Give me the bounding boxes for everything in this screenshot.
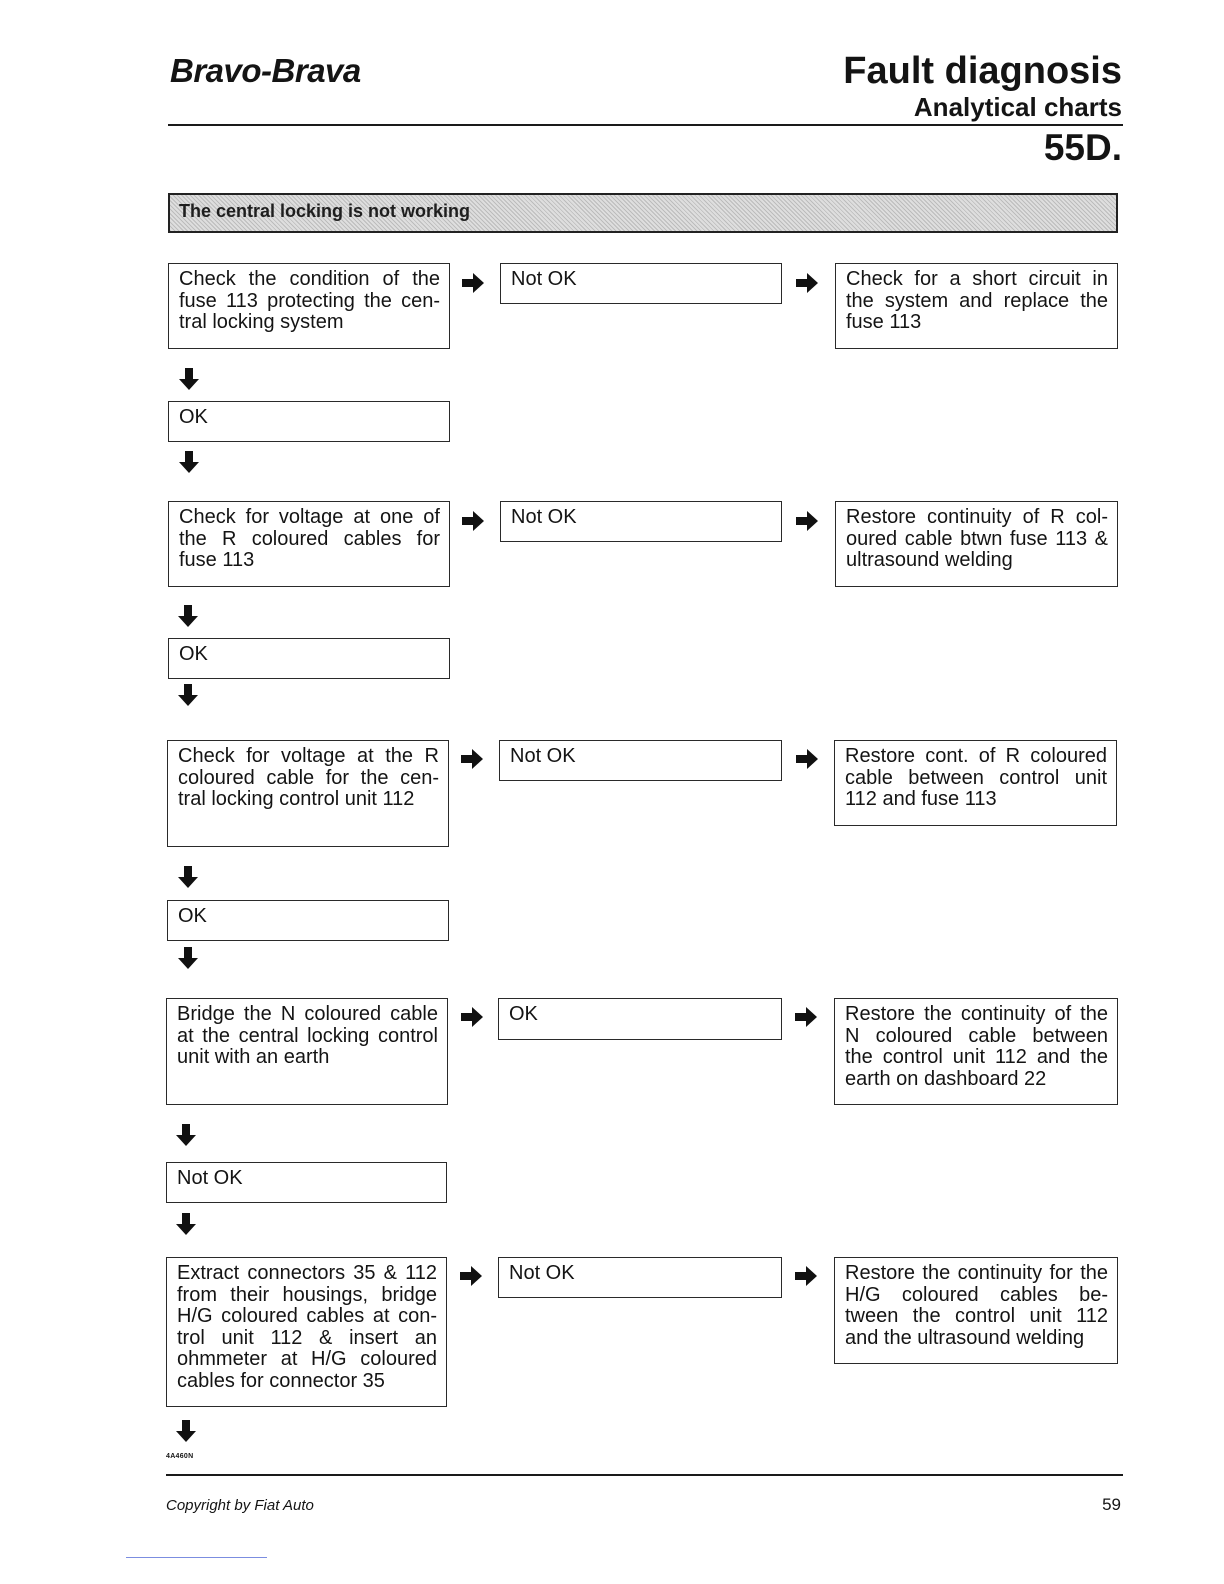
arrow-right-icon xyxy=(796,273,818,293)
continue-box: OK xyxy=(168,638,450,679)
continue-box: OK xyxy=(168,401,450,442)
action-box: Restore the continuity for the H/G coloured cables be-tween the control unit 112 and the ultrasound welding xyxy=(834,1257,1118,1364)
arrow-right-icon xyxy=(796,749,818,769)
check-box: Check for voltage at the R coloured cable for the cen-tral locking control unit 112 xyxy=(167,740,449,847)
check-box: Bridge the N coloured cable at the central locking control unit with an earth xyxy=(166,998,448,1105)
action-box: Restore cont. of R coloured cable between control unit 112 and fuse 113 xyxy=(834,740,1117,826)
header-rule xyxy=(168,124,1123,126)
arrow-right-icon xyxy=(795,1007,817,1027)
arrow-down-icon xyxy=(176,1213,196,1235)
result-box: Not OK xyxy=(500,263,782,304)
arrow-down-icon xyxy=(176,1124,196,1146)
footer-rule xyxy=(166,1474,1123,1476)
page-number: 59 xyxy=(1102,1495,1121,1514)
page-subtitle: Analytical charts xyxy=(913,92,1122,122)
arrow-down-icon xyxy=(179,451,199,473)
arrow-right-icon xyxy=(461,749,483,769)
continue-box: OK xyxy=(167,900,449,941)
result-box: Not OK xyxy=(498,1257,782,1298)
action-box: Check for a short circuit in the system and replace the fuse 113 xyxy=(835,263,1118,349)
result-box: Not OK xyxy=(500,501,782,542)
arrow-down-icon xyxy=(178,684,198,706)
figure-code: 4A460N xyxy=(166,1453,194,1460)
arrow-right-icon xyxy=(461,1007,483,1027)
arrow-down-icon xyxy=(179,368,199,390)
arrow-right-icon xyxy=(796,511,818,531)
check-box: Check for voltage at one of the R coloured cables for fuse 113 xyxy=(168,501,450,587)
arrow-down-icon xyxy=(178,866,198,888)
link-underline xyxy=(126,1557,267,1558)
result-box: Not OK xyxy=(499,740,782,781)
copyright: Copyright by Fiat Auto xyxy=(166,1497,314,1514)
result-box: OK xyxy=(498,998,782,1040)
arrow-down-icon xyxy=(178,947,198,969)
check-box: Check the condition of the fuse 113 protecting the cen-tral locking system xyxy=(168,263,450,349)
check-box: Extract connectors 35 & 112 from their housings, bridge H/G coloured cables at con-trol unit 112 & insert an ohmmeter at H/G coloured cables for connector 35 xyxy=(166,1257,447,1407)
brand-title: Bravo-Brava xyxy=(170,52,361,89)
page-title: Fault diagnosis xyxy=(843,50,1122,92)
arrow-right-icon xyxy=(460,1266,482,1286)
arrow-down-icon xyxy=(176,1420,196,1442)
action-box: Restore the continuity of the N coloured cable between the control unit 112 and the earth on dashboard 22 xyxy=(834,998,1118,1105)
arrow-right-icon xyxy=(462,273,484,293)
arrow-right-icon xyxy=(795,1266,817,1286)
continue-box: Not OK xyxy=(166,1162,447,1203)
fault-banner xyxy=(168,193,1118,233)
arrow-right-icon xyxy=(462,511,484,531)
fault-banner-text: The central locking is not working xyxy=(179,201,471,221)
arrow-down-icon xyxy=(178,605,198,627)
section-code: 55D. xyxy=(1043,127,1122,168)
action-box: Restore continuity of R col-oured cable btwn fuse 113 & ultrasound welding xyxy=(835,501,1118,587)
